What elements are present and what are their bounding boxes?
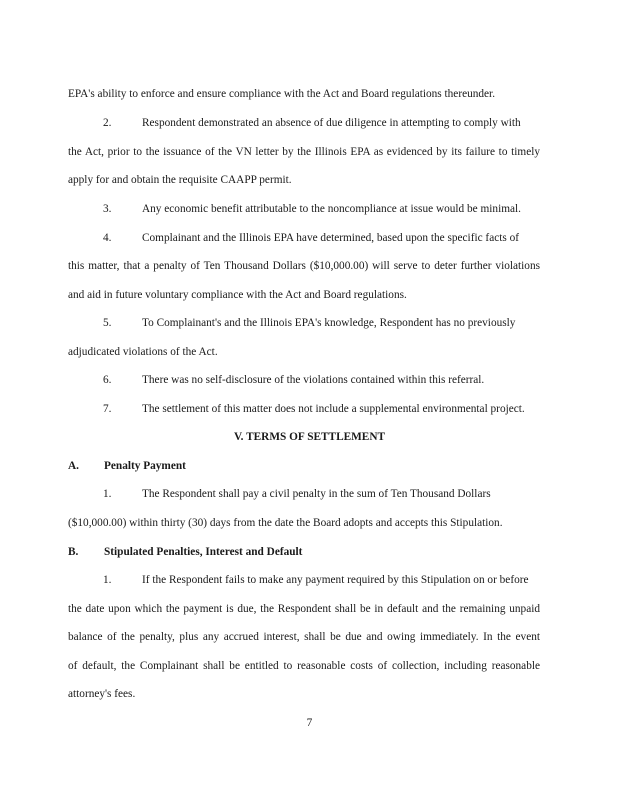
- subsection-letter: B.: [68, 546, 79, 558]
- numbered-paragraph: [103, 231, 540, 245]
- text-line: Respondent demonstrated an absence of due diligence in attempting to comply with: [142, 117, 521, 129]
- text-line: Any economic benefit attributable to the noncompliance at issue would be minimal.: [142, 203, 521, 215]
- subsection-title: Stipulated Penalties, Interest and Default: [104, 546, 303, 558]
- numbered-paragraph: [103, 573, 540, 587]
- subsection-heading: [68, 459, 540, 473]
- text-line: apply for and obtain the requisite CAAPP permit.: [68, 174, 292, 186]
- text-line: The settlement of this matter does not include a supplemental environmental project.: [142, 403, 525, 415]
- numbered-paragraph: [103, 316, 540, 330]
- paragraph-number: 3.: [103, 203, 112, 215]
- paragraph-number: 6.: [103, 374, 112, 386]
- text-line: ($10,000.00) within thirty (30) days from the date the Board adopts and accepts this Stipulation.: [68, 517, 503, 529]
- text-line: There was no self-disclosure of the violations contained within this referral.: [142, 374, 485, 386]
- paragraph-number: 2.: [103, 117, 112, 129]
- text-line: of default, the Complainant shall be entitled to reasonable costs of collection, including reasonable: [68, 660, 540, 672]
- paragraph-number: 4.: [103, 232, 112, 244]
- text-line: and aid in future voluntary compliance with the Act and Board regulations.: [68, 289, 407, 301]
- text-line: The Respondent shall pay a civil penalty in the sum of Ten Thousand Dollars: [142, 488, 491, 500]
- section-heading: V. TERMS OF SETTLEMENT: [233, 431, 386, 443]
- numbered-paragraph: [103, 402, 540, 416]
- paragraph-number: 1.: [103, 488, 112, 500]
- text-line: adjudicated violations of the Act.: [68, 346, 218, 358]
- page-number: 7: [306, 717, 313, 729]
- text-line: EPA's ability to enforce and ensure compliance with the Act and Board regulations thereunder.: [68, 88, 496, 100]
- text-line: the Act, prior to the issuance of the VN letter by the Illinois EPA as evidenced by its failure to timely: [68, 146, 540, 158]
- numbered-paragraph: [103, 373, 540, 387]
- text-line: If the Respondent fails to make any payment required by this Stipulation on or before: [142, 574, 529, 586]
- subsection-heading: [68, 545, 540, 559]
- paragraph-number: 7.: [103, 403, 112, 415]
- paragraph-number: 1.: [103, 574, 112, 586]
- subsection-letter: A.: [68, 460, 79, 472]
- text-line: attorney's fees.: [68, 688, 136, 700]
- text-line: this matter, that a penalty of Ten Thousand Dollars ($10,000.00) will serve to deter further violations: [68, 260, 540, 272]
- text-line: balance of the penalty, plus any accrued interest, shall be due and owing immediately. In the event: [68, 631, 540, 643]
- text-line: the date upon which the payment is due, the Respondent shall be in default and the remaining unpaid: [68, 603, 540, 615]
- paragraph-number: 5.: [103, 317, 112, 329]
- text-line: To Complainant's and the Illinois EPA's knowledge, Respondent has no previously: [142, 317, 516, 329]
- numbered-paragraph: [103, 202, 540, 216]
- text-line: Complainant and the Illinois EPA have determined, based upon the specific facts of: [142, 232, 519, 244]
- numbered-paragraph: [103, 116, 540, 130]
- numbered-paragraph: [103, 487, 540, 501]
- subsection-title: Penalty Payment: [104, 460, 186, 472]
